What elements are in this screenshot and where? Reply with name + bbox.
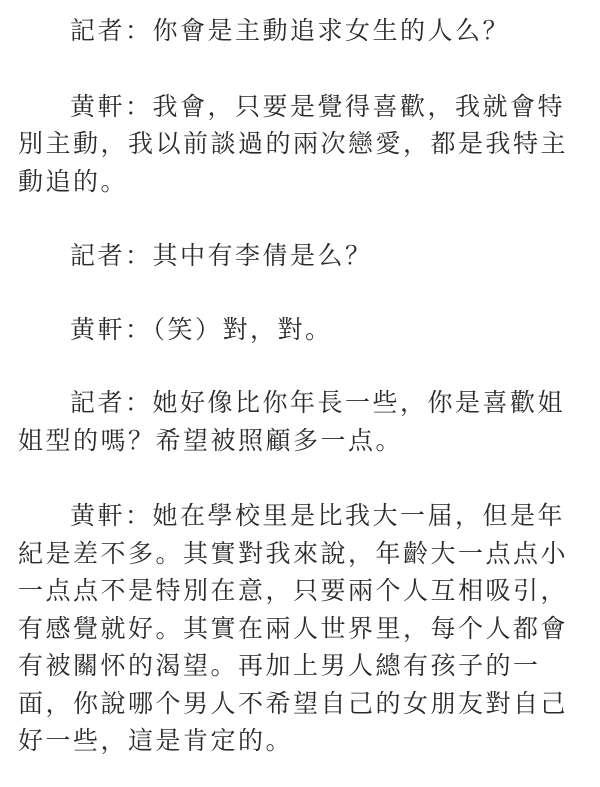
interview-paragraph-3: 記者：其中有李倩是么？ bbox=[70, 241, 373, 270]
interview-paragraph-1: 記者：你會是主動追求女生的人么？ bbox=[70, 16, 511, 45]
interview-paragraph-2: 黄軒：我會，只要是覺得喜歡，我就會特別主動，我以前談過的兩次戀愛，都是我特主動追的。 bbox=[18, 91, 569, 196]
interview-paragraph-6: 黄軒：她在學校里是比我大一届，但是年紀是差不多。其實對我來說，年齡大一点点小一点点不是特別在意，只要兩个人互相吸引，有感覺就好。其實在兩人世界里，每个人都會有被關怀的渴望。再加上男人總有孩子的一面，你說哪个男人不希望自己的女朋友對自己好一些，這是肯定的。 bbox=[18, 501, 569, 755]
interview-paragraph-4: 黄軒：（笑）對，對。 bbox=[70, 314, 333, 344]
interview-paragraph-5: 記者：她好像比你年長一些，你是喜歡姐姐型的嗎？希望被照顧多一点。 bbox=[18, 388, 566, 455]
